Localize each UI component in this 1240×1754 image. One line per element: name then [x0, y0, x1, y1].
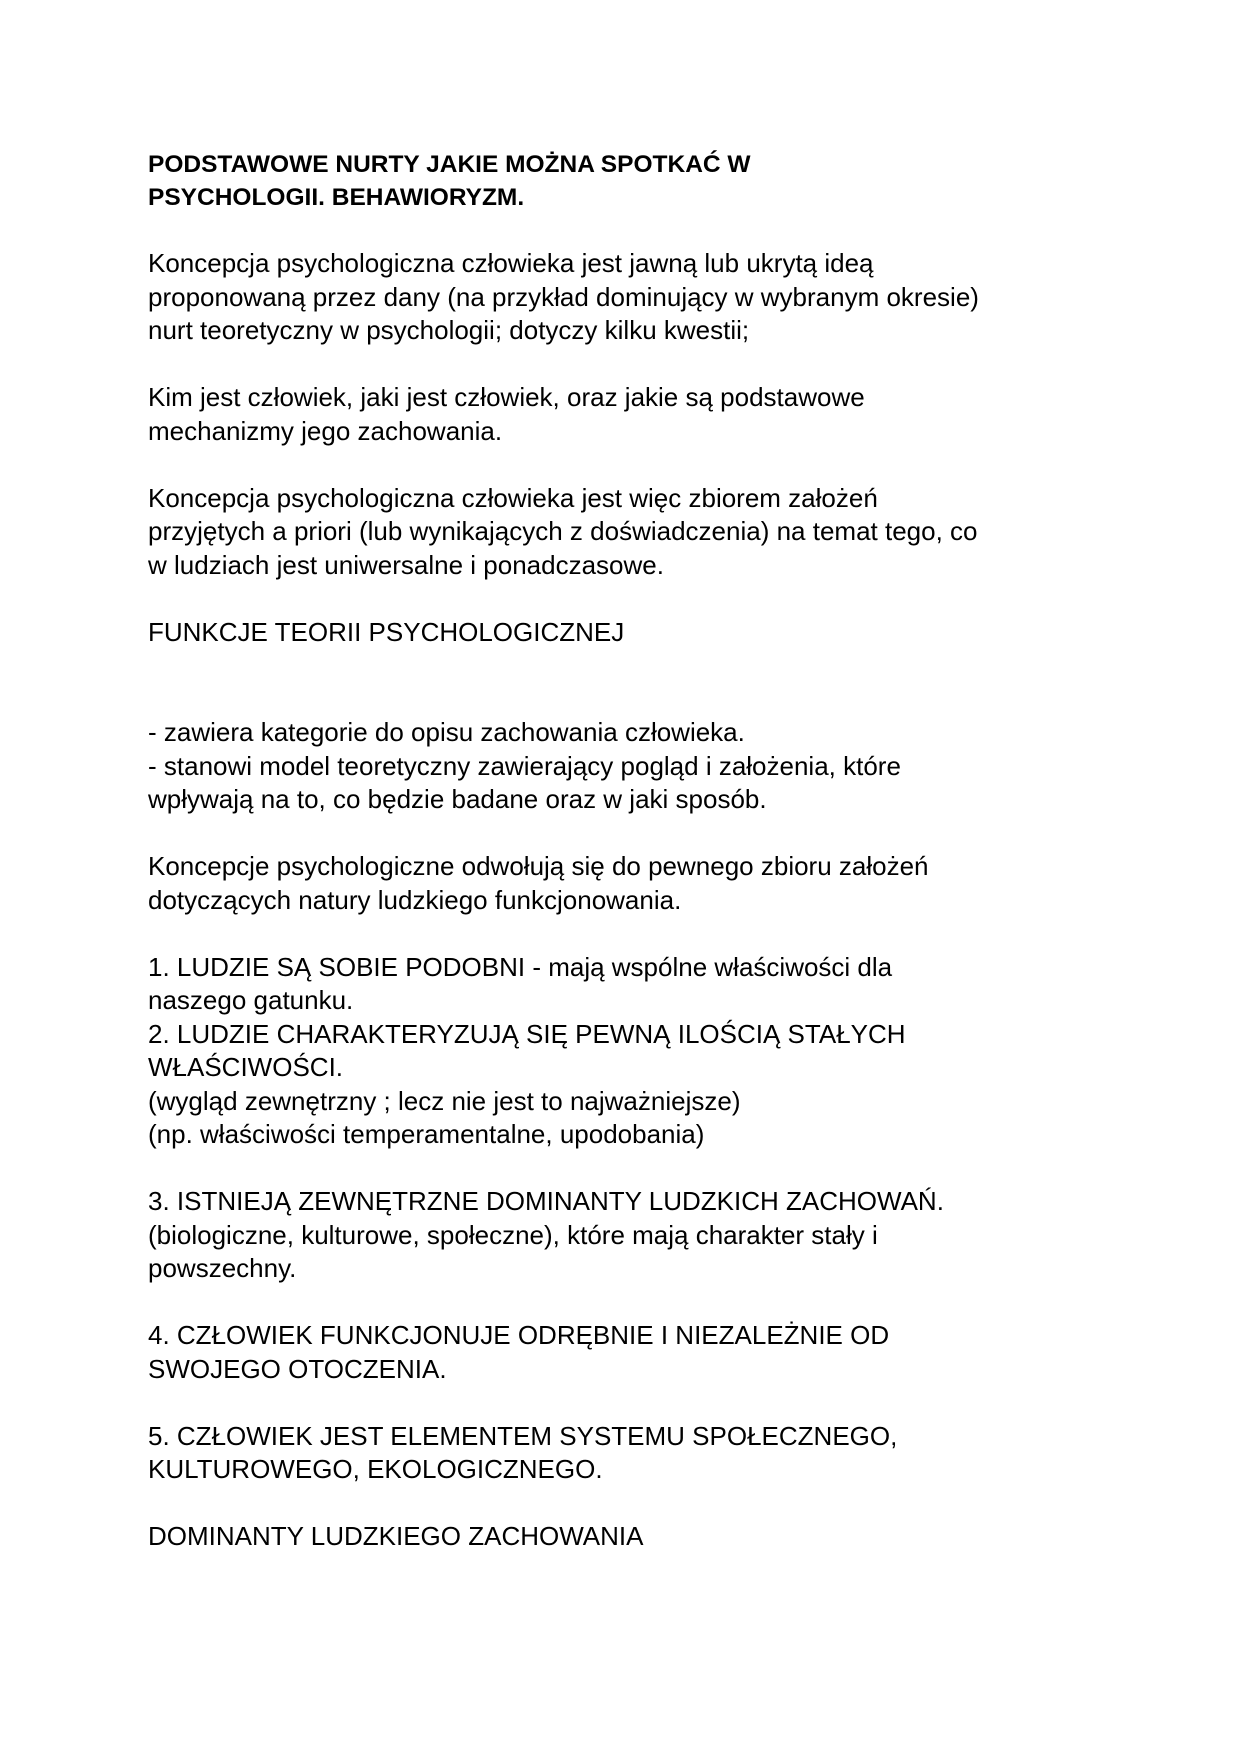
title-line: PODSTAWOWE NURTY JAKIE MOŻNA SPOTKAĆ W [148, 151, 751, 178]
list-item: 5. CZŁOWIEK JEST ELEMENTEM SYSTEMU SPOŁECZNEGO, [148, 1420, 898, 1451]
assumptions-list-1-2 [148, 951, 1108, 1152]
text-line: proponowaną przez dany (na przykład dominujący w wybranym okresie) [148, 281, 979, 312]
text-line: SWOJEGO OTOCZENIA. [148, 1353, 447, 1384]
paragraph-human-nature [148, 850, 1108, 917]
assumption-3 [148, 1185, 1108, 1286]
text-line: WŁAŚCIWOŚCI. [148, 1052, 344, 1082]
text-line: Koncepcja psychologiczna człowieka jest więc zbiorem założeń [148, 482, 878, 513]
text-line: dotyczących natury ludzkiego funkcjonowania. [148, 884, 682, 915]
section-heading: DOMINANTY LUDZKIEGO ZACHOWANIA [148, 1521, 644, 1551]
document-title [148, 148, 1108, 214]
text-line: (np. właściwości temperamentalne, upodobania) [148, 1119, 705, 1149]
text-line: powszechny. [148, 1253, 297, 1283]
text-line: mechanizmy jego zachowania. [148, 415, 503, 446]
list-item: 2. LUDZIE CHARAKTERYZUJĄ SIĘ PEWNĄ ILOŚCIĄ STAŁYCH [148, 1018, 906, 1049]
text-line: (biologiczne, kulturowe, społeczne), które mają charakter stały i [148, 1219, 878, 1250]
list-item: 1. LUDZIE SĄ SOBIE PODOBNI - mają wspólne właściwości dla [148, 951, 893, 982]
assumption-5 [148, 1420, 1108, 1487]
text-line: (wygląd zewnętrzny ; lecz nie jest to najważniejsze) [148, 1085, 741, 1116]
document-page [148, 148, 1108, 1587]
heading-dominants [148, 1520, 1108, 1554]
text-line: nurt teoretyczny w psychologii; dotyczy kilku kwestii; [148, 315, 750, 345]
list-item: - stanowi model teoretyczny zawierający pogląd i założenia, które [148, 750, 901, 781]
text-line: naszego gatunku. [148, 985, 354, 1015]
paragraph-questions [148, 381, 1108, 448]
text-line: Koncepcje psychologiczne odwołują się do pewnego zbioru założeń [148, 851, 929, 881]
list-item: 3. ISTNIEJĄ ZEWNĘTRZNE DOMINANTY LUDZKICH ZACHOWAŃ. [148, 1186, 944, 1216]
text-line: przyjętych a priori (lub wynikających z doświadczenia) na temat tego, co [148, 516, 978, 546]
list-item: 4. CZŁOWIEK FUNKCJONUJE ODRĘBNIE I NIEZALEŻNIE OD [148, 1320, 890, 1350]
text-line: KULTUROWEGO, EKOLOGICZNEGO. [148, 1454, 603, 1484]
paragraph-assumptions [148, 482, 1108, 583]
text-line: w ludziach jest uniwersalne i ponadczasowe. [148, 549, 664, 580]
paragraph-concept-definition [148, 247, 1108, 348]
list-item: - zawiera kategorie do opisu zachowania człowieka. [148, 717, 745, 747]
text-line: Kim jest człowiek, jaki jest człowiek, oraz jakie są podstawowe [148, 382, 865, 412]
functions-list [148, 716, 1108, 817]
title-line: PSYCHOLOGII. BEHAWIORYZM. [148, 184, 525, 211]
assumption-4 [148, 1319, 1108, 1386]
text-line: Koncepcja psychologiczna człowieka jest jawną lub ukrytą ideą [148, 248, 874, 278]
heading-functions [148, 616, 1108, 650]
text-line: wpływają na to, co będzie badane oraz w jaki sposób. [148, 784, 767, 814]
section-heading: FUNKCJE TEORII PSYCHOLOGICZNEJ [148, 616, 625, 647]
